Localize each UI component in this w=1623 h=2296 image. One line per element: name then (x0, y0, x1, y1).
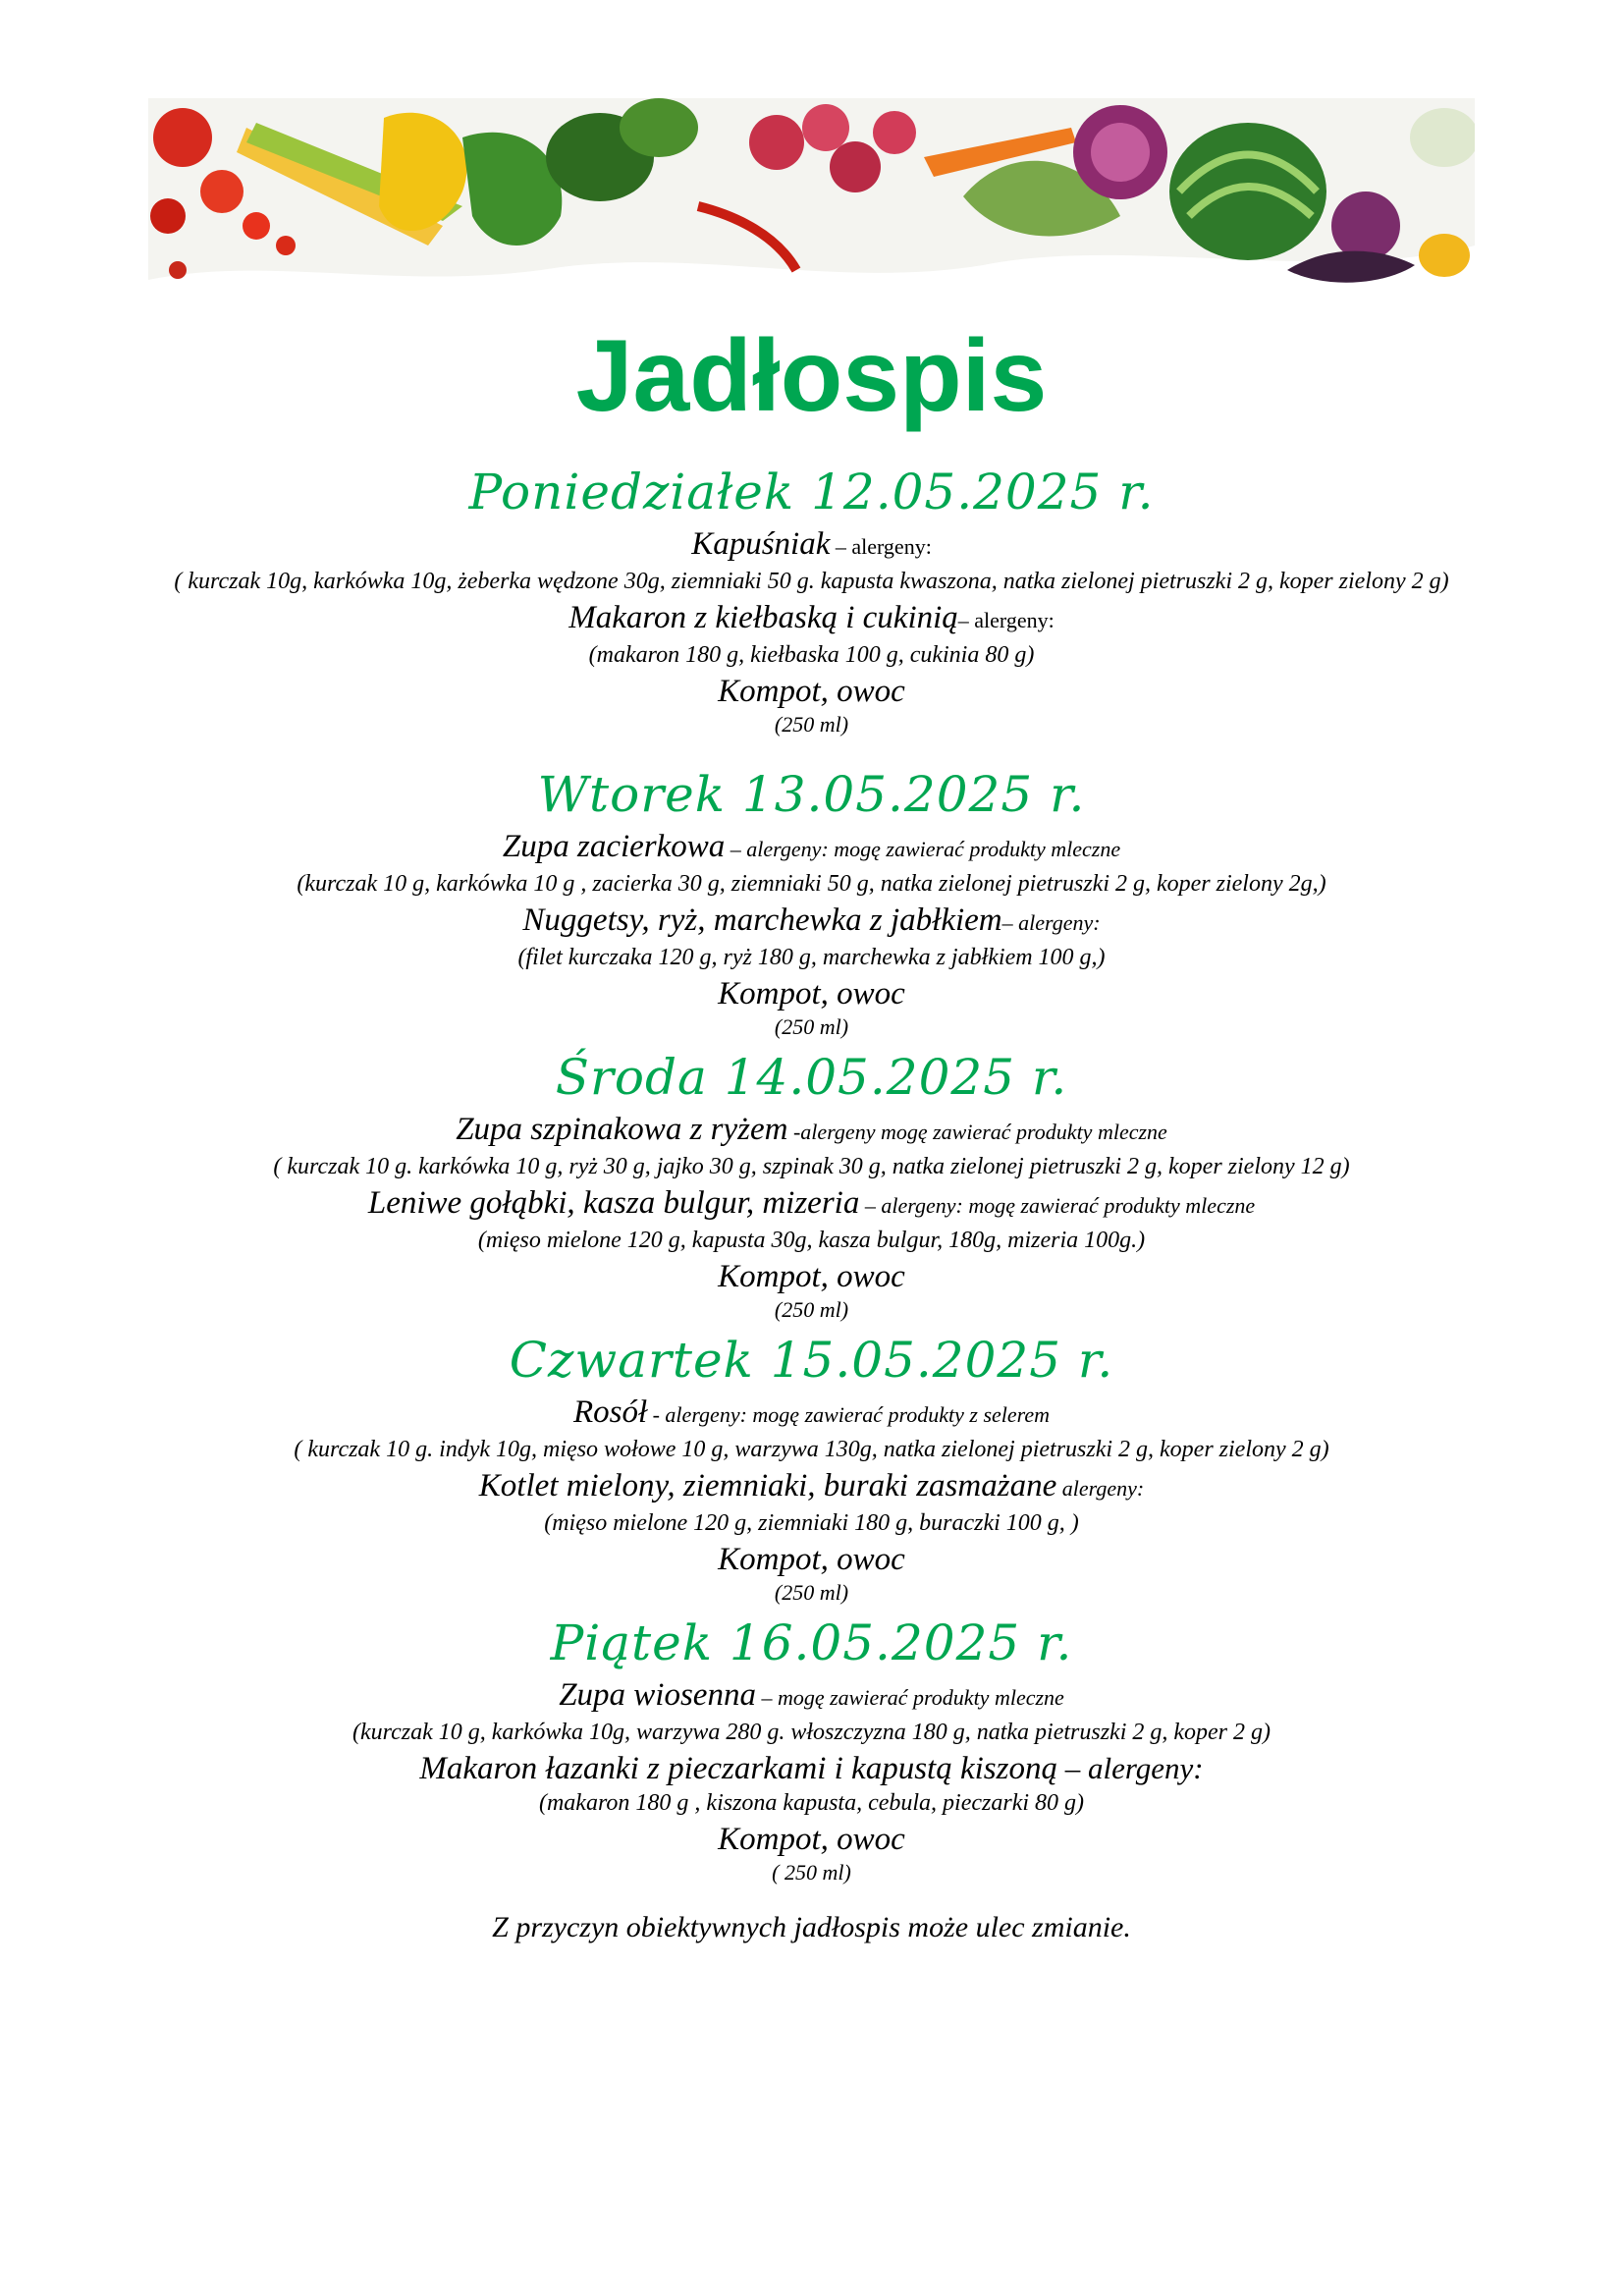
drink-volume: (250 ml) (774, 1297, 849, 1322)
main-dish-line (137, 1466, 1486, 1508)
vegetables-banner (148, 98, 1475, 295)
main-dish-name: Makaron łazanki z pieczarkami i kapustą kiszoną (419, 1751, 1057, 1786)
soup-line (137, 524, 1486, 567)
drink-volume: ( 250 ml) (772, 1860, 851, 1885)
allergen-note: – alergeny: (1056, 1751, 1204, 1785)
day-heading: Czwartek 15.05.2025 r. (509, 1332, 1114, 1389)
soup-name: Kapuśniak (691, 526, 831, 562)
day-heading: Poniedziałek 12.05.2025 r. (468, 464, 1155, 520)
allergen-note: - alergeny: mogę zawierać produkty z selerem (647, 1402, 1051, 1427)
soup-ingredients: (kurczak 10 g, karkówka 10 g , zacierka 30 g, ziemniaki 50 g, natka zielonej pietruszki 2 g, koper zielony 2g,) (297, 871, 1326, 897)
soup-line (137, 827, 1486, 869)
soup-ingredients: ( kurczak 10 g. indyk 10g, mięso wołowe 10 g, warzywa 130g, natka zielonej pietruszki 2 g, koper zielony 2 g) (294, 1437, 1329, 1462)
footer-note: Z przyczyn obiektywnych jadłospis może ulec zmianie. (492, 1911, 1131, 1943)
main-dish-ingredients: (makaron 180 g, kiełbaska 100 g, cukinia 80 g) (588, 642, 1035, 668)
allergen-note: – alergeny: (957, 608, 1055, 632)
drink-name: Kompot, owoc (718, 674, 905, 709)
soup-ingredients: ( kurczak 10 g. karkówka 10 g, ryż 30 g, jajko 30 g, szpinak 30 g, natka zielonej pietruszki 2 g, koper zielony 12 g) (273, 1154, 1350, 1179)
main-dish-ingredients: (mięso mielone 120 g, kapusta 30g, kasza bulgur, 180g, mizeria 100g.) (477, 1228, 1146, 1253)
main-dish-line (137, 598, 1486, 640)
soup-name: Zupa wiosenna (559, 1677, 756, 1713)
day-heading: Piątek 16.05.2025 r. (550, 1614, 1073, 1671)
drink-volume: (250 ml) (774, 1014, 849, 1039)
day-heading: Wtorek 13.05.2025 r. (537, 766, 1086, 823)
drink-volume: (250 ml) (774, 1580, 849, 1605)
soup-name: Zupa szpinakowa z ryżem (456, 1112, 788, 1147)
soup-line (137, 1675, 1486, 1718)
soup-name: Zupa zacierkowa (502, 829, 726, 864)
soup-ingredients: ( kurczak 10g, karkówka 10g, żeberka wędzone 30g, ziemniaki 50 g. kapusta kwaszona, natka zielonej pietruszki 2 g, koper zielony 2 g) (174, 569, 1449, 594)
main-dish-line (137, 1183, 1486, 1226)
main-dish-ingredients: (filet kurczaka 120 g, ryż 180 g, marchewka z jabłkiem 100 g,) (517, 945, 1106, 970)
allergen-note: – mogę zawierać produkty mleczne (755, 1685, 1064, 1710)
soup-line (137, 1393, 1486, 1435)
soup-name: Rosół (572, 1394, 648, 1430)
drink-name: Kompot, owoc (718, 1542, 905, 1577)
main-dish-ingredients: (mięso mielone 120 g, ziemniaki 180 g, buraczki 100 g, ) (544, 1510, 1079, 1536)
main-dish-name: Nuggetsy, ryż, marchewka z jabłkiem (522, 902, 1002, 938)
main-dish-name: Makaron z kiełbaską i cukinią (568, 600, 958, 635)
allergen-note: – alergeny: (1001, 910, 1101, 935)
page-title: Jadłospis (575, 319, 1048, 433)
soup-line (137, 1110, 1486, 1152)
menu-content (137, 462, 1486, 1947)
drink-volume: (250 ml) (774, 712, 849, 737)
allergen-note: alergeny: (1056, 1476, 1145, 1501)
soup-ingredients: (kurczak 10 g, karkówka 10g, warzywa 280 g. włoszczyzna 180 g, natka pietruszki 2 g, koper 2 g) (352, 1720, 1271, 1745)
drink-name: Kompot, owoc (718, 976, 905, 1011)
allergen-note: -alergeny mogę zawierać produkty mleczne (787, 1120, 1167, 1144)
day-heading: Środa 14.05.2025 r. (555, 1049, 1068, 1106)
main-dish-name: Kotlet mielony, ziemniaki, buraki zasmażane (478, 1468, 1057, 1503)
drink-name: Kompot, owoc (718, 1822, 905, 1857)
main-dish-line (137, 1749, 1486, 1788)
main-dish-ingredients: (makaron 180 g , kiszona kapusta, cebula, pieczarki 80 g) (538, 1790, 1085, 1816)
main-dish-line (137, 901, 1486, 943)
allergen-note: – alergeny: mogę zawierać produkty mleczne (725, 837, 1121, 861)
allergen-note: – alergeny: (830, 534, 932, 559)
allergen-note: – alergeny: mogę zawierać produkty mleczne (859, 1193, 1256, 1218)
main-dish-name: Leniwe gołąbki, kasza bulgur, mizeria (367, 1185, 860, 1221)
drink-name: Kompot, owoc (718, 1259, 905, 1294)
